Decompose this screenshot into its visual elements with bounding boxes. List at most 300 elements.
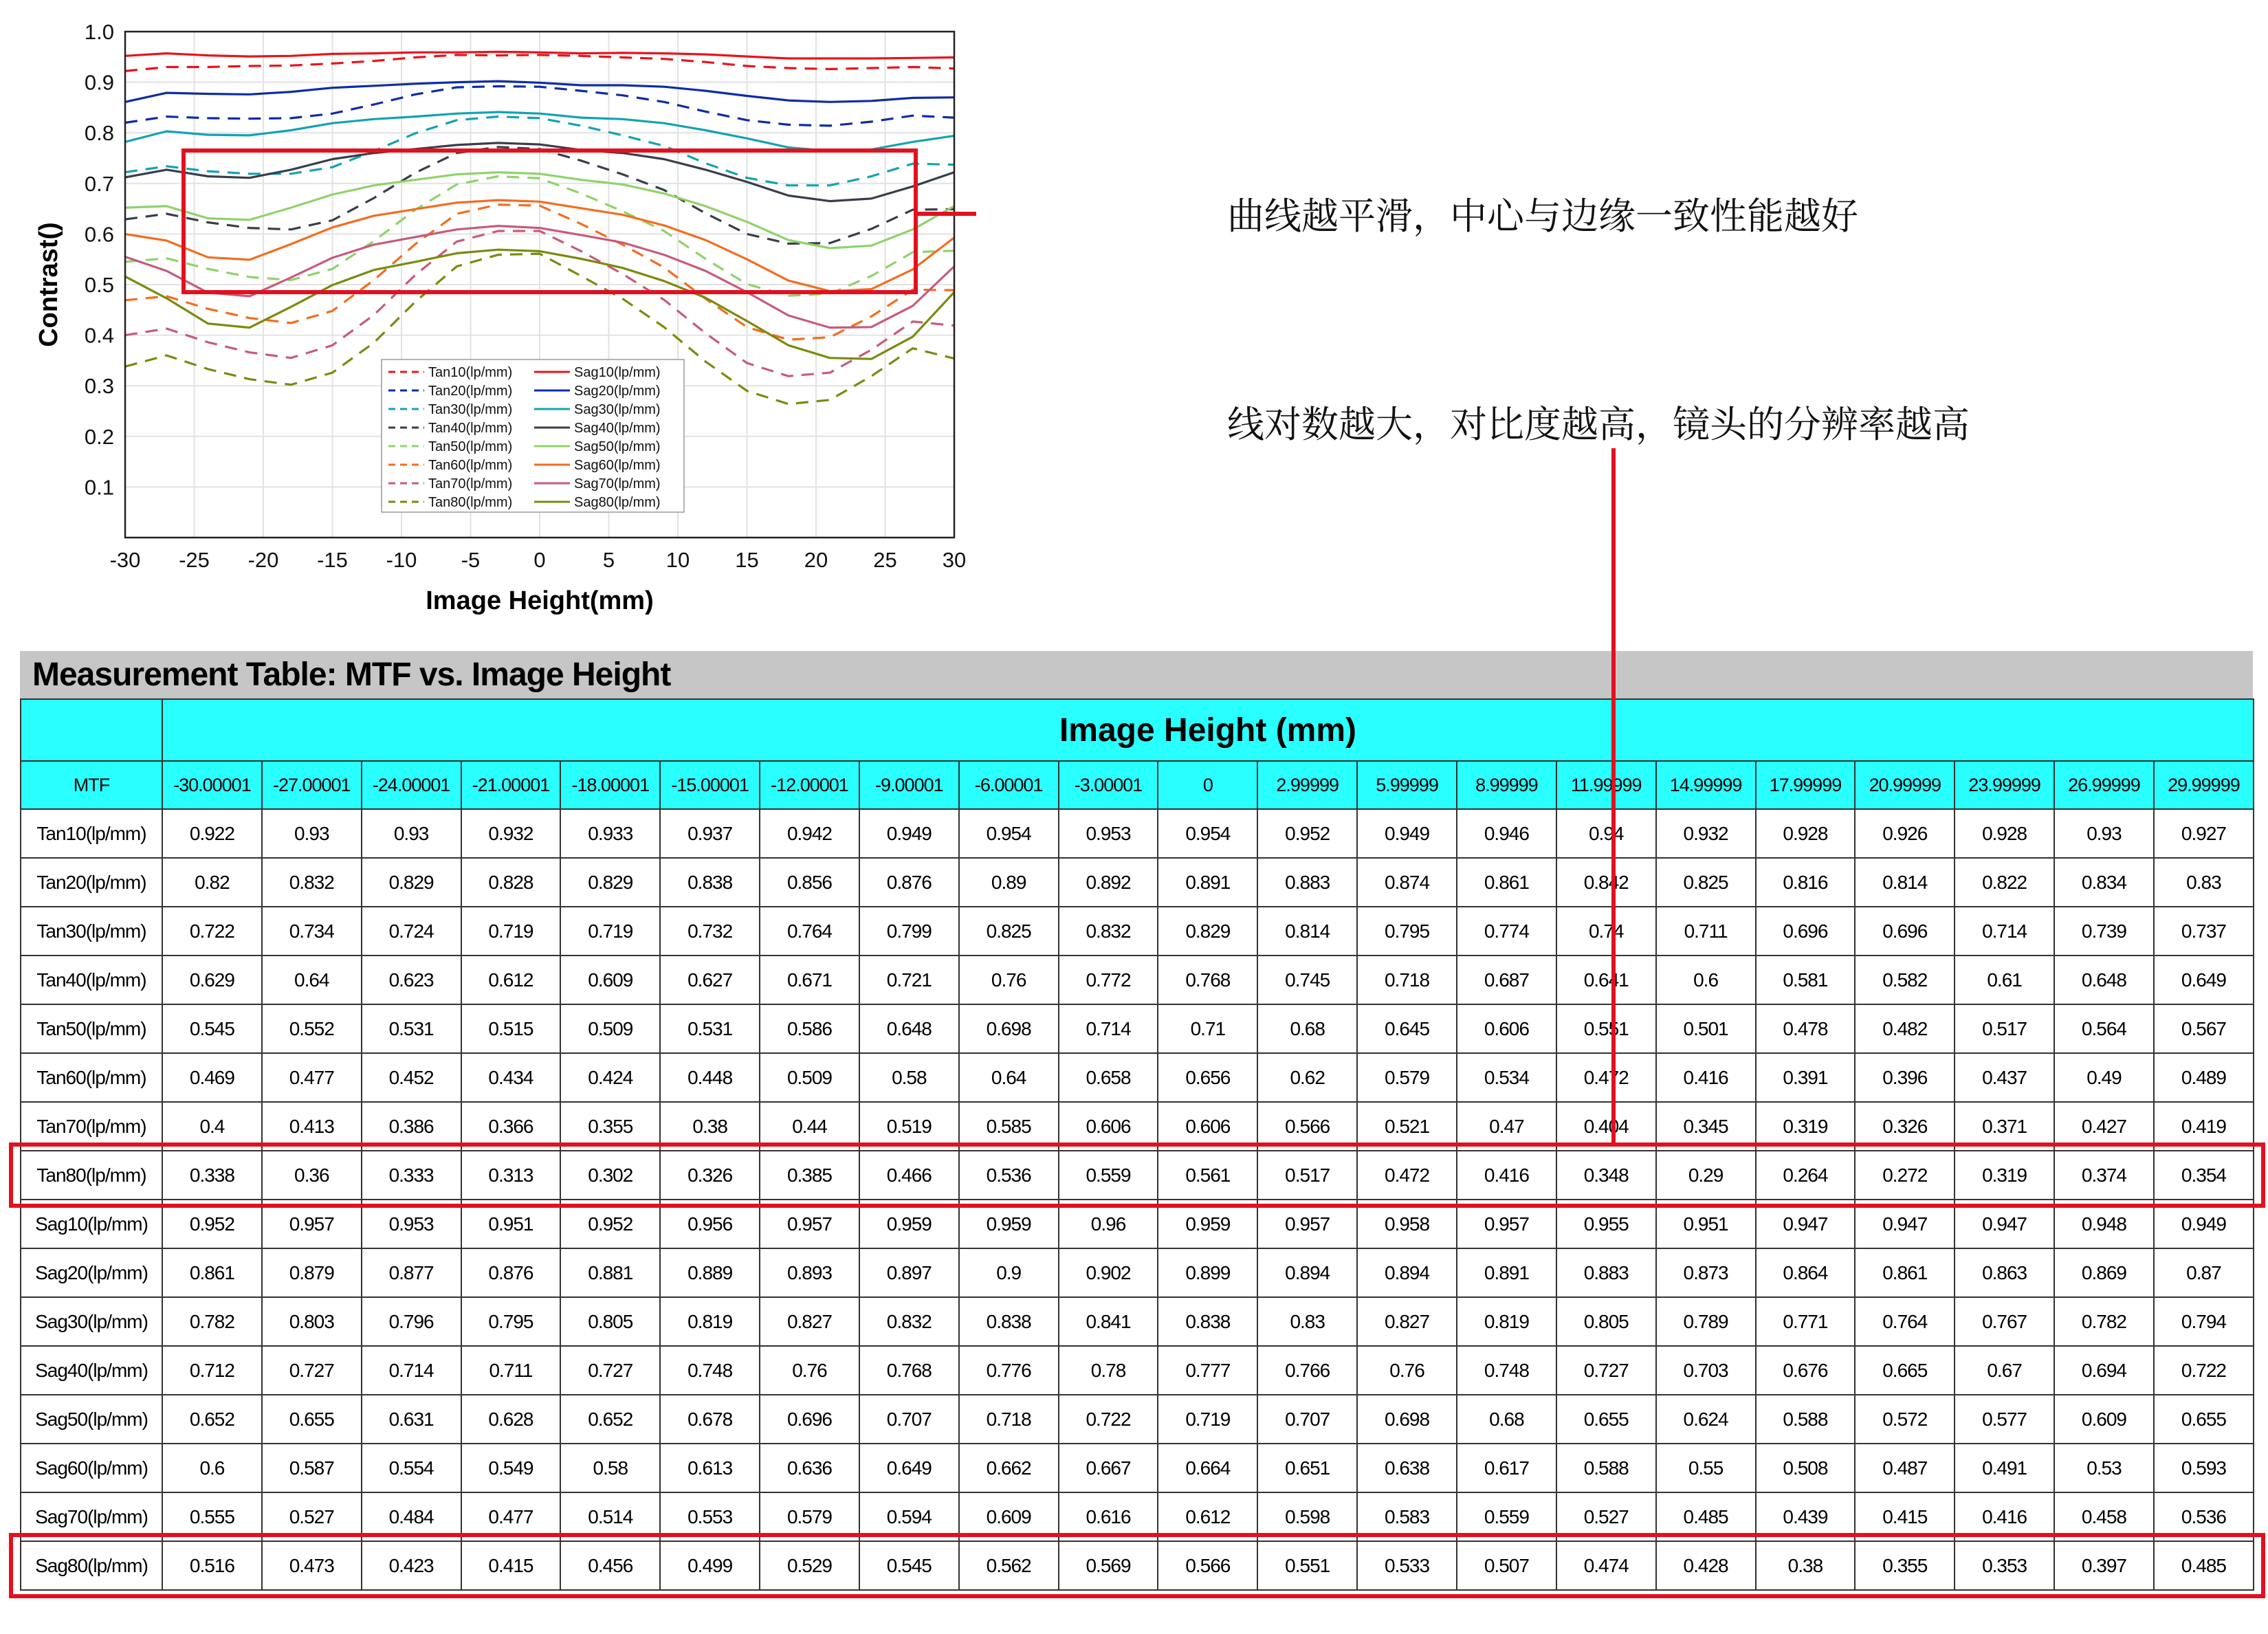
table-cell: 0.767 <box>1955 1297 2054 1346</box>
column-header: -21.00001 <box>461 761 561 809</box>
table-cell: 0.838 <box>660 858 760 907</box>
table-cell: 0.947 <box>1855 1200 1955 1248</box>
table-cell: 0.718 <box>1357 956 1457 1004</box>
table-cell: 0.782 <box>162 1297 262 1346</box>
table-cell: 0.348 <box>1556 1151 1656 1200</box>
x-axis-label: Image Height(mm) <box>426 586 654 615</box>
table-cell: 0.932 <box>461 809 561 858</box>
table-cell: 0.484 <box>362 1492 461 1541</box>
table-cell: 0.6 <box>162 1444 262 1492</box>
column-header: 0 <box>1158 761 1257 809</box>
table-cell: 0.458 <box>2054 1492 2154 1541</box>
table-cell: 0.816 <box>1756 858 1856 907</box>
y-tick-label: 0.4 <box>84 323 114 348</box>
legend-label: Sag40(lp/mm) <box>574 421 661 436</box>
table-cell: 0.559 <box>1059 1151 1158 1200</box>
table-corner-header: MTF <box>21 761 162 809</box>
table-cell: 0.873 <box>1656 1248 1756 1297</box>
table-cell: 0.6 <box>1656 956 1756 1004</box>
column-header: -6.00001 <box>959 761 1059 809</box>
table-cell: 0.805 <box>1556 1297 1656 1346</box>
table-cell: 0.954 <box>959 809 1059 858</box>
table-cell: 0.469 <box>162 1053 262 1102</box>
table-cell: 0.877 <box>362 1248 461 1297</box>
table-cell: 0.952 <box>560 1200 660 1248</box>
table-cell: 0.551 <box>1257 1541 1357 1590</box>
legend-label: Tan40(lp/mm) <box>428 421 513 436</box>
table-cell: 0.957 <box>1257 1200 1357 1248</box>
table-cell: 0.796 <box>362 1297 461 1346</box>
table-cell: 0.302 <box>560 1151 660 1200</box>
table-cell: 0.956 <box>660 1200 760 1248</box>
mtf-chart <box>0 0 976 646</box>
x-tick-label: 15 <box>735 548 759 572</box>
table-cell: 0.727 <box>560 1346 660 1395</box>
table-cell: 0.68 <box>1257 1004 1357 1053</box>
table-cell: 0.952 <box>162 1200 262 1248</box>
table-cell: 0.474 <box>1556 1541 1656 1590</box>
table-cell: 0.947 <box>1756 1200 1856 1248</box>
table-cell: 0.664 <box>1158 1444 1257 1492</box>
table-cell: 0.719 <box>461 907 561 956</box>
table-cell: 0.714 <box>1059 1004 1158 1053</box>
table-cell: 0.712 <box>162 1346 262 1395</box>
table-cell: 0.472 <box>1357 1151 1457 1200</box>
table-cell: 0.889 <box>660 1248 760 1297</box>
legend-label: Tan30(lp/mm) <box>428 402 513 417</box>
table-cell: 0.942 <box>760 809 859 858</box>
table-cell: 0.582 <box>1855 956 1955 1004</box>
table-cell: 0.628 <box>461 1395 561 1444</box>
table-cell: 0.648 <box>859 1004 959 1053</box>
table-cell: 0.579 <box>760 1492 859 1541</box>
table-row <box>21 1297 2254 1346</box>
table-cell: 0.566 <box>1257 1102 1357 1151</box>
table-cell: 0.416 <box>1955 1492 2054 1541</box>
table-cell: 0.764 <box>1855 1297 1955 1346</box>
table-cell: 0.721 <box>859 956 959 1004</box>
table-group-header: Image Height (mm) <box>162 699 2254 761</box>
table-cell: 0.799 <box>859 907 959 956</box>
table-cell: 0.598 <box>1257 1492 1357 1541</box>
row-label: Sag10(lp/mm) <box>21 1200 162 1248</box>
table-cell: 0.892 <box>1059 858 1158 907</box>
table-cell: 0.933 <box>560 809 660 858</box>
table-cell: 0.869 <box>2054 1248 2154 1297</box>
table-cell: 0.777 <box>1158 1346 1257 1395</box>
table-cell: 0.648 <box>2054 956 2154 1004</box>
annotation-note-resolution: 线对数越大，对比度越高，镜头的分辨率越高 <box>1227 403 1970 446</box>
table-cell: 0.62 <box>1257 1053 1357 1102</box>
table-cell: 0.609 <box>2054 1395 2154 1444</box>
table-cell: 0.928 <box>1756 809 1856 858</box>
table-cell: 0.529 <box>760 1541 859 1590</box>
table-cell: 0.478 <box>1756 1004 1856 1053</box>
legend <box>382 360 684 512</box>
table-cell: 0.928 <box>1955 809 2054 858</box>
table-cell: 0.517 <box>1257 1151 1357 1200</box>
y-tick-label: 1.0 <box>84 20 114 44</box>
row-label: Sag40(lp/mm) <box>21 1346 162 1395</box>
table-cell: 0.814 <box>1855 858 1955 907</box>
table-cell: 0.588 <box>1756 1395 1856 1444</box>
table-cell: 0.658 <box>1059 1053 1158 1102</box>
table-cell: 0.776 <box>959 1346 1059 1395</box>
column-header: 20.99999 <box>1855 761 1955 809</box>
table-cell: 0.38 <box>660 1102 760 1151</box>
table-cell: 0.487 <box>1855 1444 1955 1492</box>
column-header: -24.00001 <box>362 761 461 809</box>
x-tick-label: 30 <box>942 548 967 572</box>
table-corner-blank <box>21 699 162 761</box>
table-cell: 0.76 <box>959 956 1059 1004</box>
table-cell: 0.698 <box>959 1004 1059 1053</box>
table-cell: 0.583 <box>1357 1492 1457 1541</box>
table-cell: 0.893 <box>760 1248 859 1297</box>
table-cell: 0.655 <box>1556 1395 1656 1444</box>
table-cell: 0.371 <box>1955 1102 2054 1151</box>
table-cell: 0.732 <box>660 907 760 956</box>
table-row <box>21 1102 2254 1151</box>
legend-label: Sag50(lp/mm) <box>574 439 661 454</box>
table-cell: 0.579 <box>1357 1053 1457 1102</box>
table-cell: 0.404 <box>1556 1102 1656 1151</box>
table-cell: 0.636 <box>760 1444 859 1492</box>
table-cell: 0.727 <box>262 1346 362 1395</box>
table-cell: 0.47 <box>1457 1102 1556 1151</box>
table-cell: 0.89 <box>959 858 1059 907</box>
table-cell: 0.345 <box>1656 1102 1756 1151</box>
table-cell: 0.606 <box>1158 1102 1257 1151</box>
table-cell: 0.952 <box>1257 809 1357 858</box>
table-cell: 0.564 <box>2054 1004 2154 1053</box>
table-row <box>21 1541 2254 1590</box>
table-cell: 0.748 <box>1457 1346 1556 1395</box>
table-cell: 0.413 <box>262 1102 362 1151</box>
table-cell: 0.477 <box>262 1053 362 1102</box>
column-header: 29.99999 <box>2154 761 2254 809</box>
legend-label: Sag80(lp/mm) <box>574 495 661 510</box>
table-cell: 0.427 <box>2054 1102 2154 1151</box>
table-cell: 0.456 <box>560 1541 660 1590</box>
table-cell: 0.838 <box>1158 1297 1257 1346</box>
table-cell: 0.553 <box>660 1492 760 1541</box>
table-cell: 0.577 <box>1955 1395 2054 1444</box>
table-cell: 0.834 <box>2054 858 2154 907</box>
table-cell: 0.864 <box>1756 1248 1856 1297</box>
table-cell: 0.448 <box>660 1053 760 1102</box>
table-cell: 0.739 <box>2054 907 2154 956</box>
table-cell: 0.415 <box>1855 1492 1955 1541</box>
legend-label: Tan10(lp/mm) <box>428 365 513 380</box>
table-cell: 0.949 <box>859 809 959 858</box>
table-cell: 0.711 <box>1656 907 1756 956</box>
y-tick-label: 0.7 <box>84 171 114 196</box>
table-cell: 0.415 <box>461 1541 561 1590</box>
table-row <box>21 1053 2254 1102</box>
column-header: -15.00001 <box>660 761 760 809</box>
table-cell: 0.624 <box>1656 1395 1756 1444</box>
table-cell: 0.745 <box>1257 956 1357 1004</box>
table-cell: 0.385 <box>760 1151 859 1200</box>
table-cell: 0.93 <box>362 809 461 858</box>
table-cell: 0.899 <box>1158 1248 1257 1297</box>
table-cell: 0.527 <box>262 1492 362 1541</box>
table-cell: 0.466 <box>859 1151 959 1200</box>
table-cell: 0.946 <box>1457 809 1556 858</box>
table-cell: 0.832 <box>1059 907 1158 956</box>
row-label: Tan40(lp/mm) <box>21 956 162 1004</box>
table-cell: 0.951 <box>1656 1200 1756 1248</box>
table-cell: 0.508 <box>1756 1444 1856 1492</box>
table-cell: 0.612 <box>461 956 561 1004</box>
table-cell: 0.594 <box>859 1492 959 1541</box>
table-cell: 0.555 <box>162 1492 262 1541</box>
table-cell: 0.586 <box>760 1004 859 1053</box>
x-tick-label: -5 <box>461 548 481 572</box>
table-cell: 0.714 <box>1955 907 2054 956</box>
table-cell: 0.572 <box>1855 1395 1955 1444</box>
legend-label: Tan50(lp/mm) <box>428 439 513 454</box>
table-cell: 0.829 <box>362 858 461 907</box>
table-cell: 0.559 <box>1457 1492 1556 1541</box>
table-row <box>21 1248 2254 1297</box>
table-cell: 0.64 <box>959 1053 1059 1102</box>
table-cell: 0.527 <box>1556 1492 1656 1541</box>
table-cell: 0.439 <box>1756 1492 1856 1541</box>
table-cell: 0.829 <box>560 858 660 907</box>
table-cell: 0.531 <box>660 1004 760 1053</box>
table-cell: 0.355 <box>1855 1541 1955 1590</box>
table-cell: 0.82 <box>162 858 262 907</box>
table-row <box>21 1395 2254 1444</box>
column-header: -27.00001 <box>262 761 362 809</box>
table-cell: 0.652 <box>560 1395 660 1444</box>
table-cell: 0.794 <box>2154 1297 2254 1346</box>
table-cell: 0.64 <box>262 956 362 1004</box>
legend-label: Sag70(lp/mm) <box>574 476 661 492</box>
table-cell: 0.645 <box>1357 1004 1457 1053</box>
row-label: Tan70(lp/mm) <box>21 1102 162 1151</box>
table-cell: 0.655 <box>262 1395 362 1444</box>
table-cell: 0.724 <box>362 907 461 956</box>
table-cell: 0.861 <box>162 1248 262 1297</box>
table-cell: 0.554 <box>362 1444 461 1492</box>
row-label: Sag30(lp/mm) <box>21 1297 162 1346</box>
table-cell: 0.842 <box>1556 858 1656 907</box>
column-header: -30.00001 <box>162 761 262 809</box>
table-cell: 0.902 <box>1059 1248 1158 1297</box>
mtf-table <box>20 698 2254 1591</box>
legend-label: Tan20(lp/mm) <box>428 384 513 399</box>
table-cell: 0.551 <box>1556 1004 1656 1053</box>
table-cell: 0.638 <box>1357 1444 1457 1492</box>
column-header: 26.99999 <box>2054 761 2154 809</box>
table-cell: 0.937 <box>660 809 760 858</box>
row-label: Tan10(lp/mm) <box>21 809 162 858</box>
table-cell: 0.678 <box>660 1395 760 1444</box>
row-label: Tan60(lp/mm) <box>21 1053 162 1102</box>
table-cell: 0.355 <box>560 1102 660 1151</box>
table-cell: 0.396 <box>1855 1053 1955 1102</box>
table-cell: 0.927 <box>2154 809 2254 858</box>
table-cell: 0.549 <box>461 1444 561 1492</box>
table-cell: 0.536 <box>959 1151 1059 1200</box>
table-cell: 0.313 <box>461 1151 561 1200</box>
table-cell: 0.737 <box>2154 907 2254 956</box>
legend-label: Sag20(lp/mm) <box>574 384 661 399</box>
column-header: 17.99999 <box>1756 761 1856 809</box>
table-cell: 0.949 <box>2154 1200 2254 1248</box>
table-cell: 0.94 <box>1556 809 1656 858</box>
table-cell: 0.434 <box>461 1053 561 1102</box>
table-row <box>21 1151 2254 1200</box>
table-cell: 0.722 <box>2154 1346 2254 1395</box>
table-cell: 0.863 <box>1955 1248 2054 1297</box>
table-row <box>21 907 2254 956</box>
table-cell: 0.517 <box>1955 1004 2054 1053</box>
table-cell: 0.881 <box>560 1248 660 1297</box>
table-cell: 0.819 <box>660 1297 760 1346</box>
x-tick-label: 20 <box>804 548 828 572</box>
table-cell: 0.959 <box>959 1200 1059 1248</box>
table-cell: 0.424 <box>560 1053 660 1102</box>
table-cell: 0.353 <box>1955 1541 2054 1590</box>
y-tick-label: 0.6 <box>84 222 114 247</box>
table-cell: 0.827 <box>760 1297 859 1346</box>
y-axis-label: Contrast() <box>34 222 63 347</box>
table-cell: 0.531 <box>362 1004 461 1053</box>
table-cell: 0.514 <box>560 1492 660 1541</box>
column-header: 11.99999 <box>1556 761 1656 809</box>
table-cell: 0.428 <box>1656 1541 1756 1590</box>
table-cell: 0.652 <box>162 1395 262 1444</box>
table-cell: 0.58 <box>859 1053 959 1102</box>
column-header: -18.00001 <box>560 761 660 809</box>
table-cell: 0.662 <box>959 1444 1059 1492</box>
table-cell: 0.876 <box>859 858 959 907</box>
table-cell: 0.711 <box>461 1346 561 1395</box>
table-cell: 0.569 <box>1059 1541 1158 1590</box>
table-cell: 0.374 <box>2054 1151 2154 1200</box>
table-cell: 0.44 <box>760 1102 859 1151</box>
table-cell: 0.612 <box>1158 1492 1257 1541</box>
table-cell: 0.832 <box>859 1297 959 1346</box>
table-cell: 0.609 <box>959 1492 1059 1541</box>
table-cell: 0.587 <box>262 1444 362 1492</box>
table-cell: 0.536 <box>2154 1492 2254 1541</box>
table-cell: 0.667 <box>1059 1444 1158 1492</box>
table-cell: 0.825 <box>1656 858 1756 907</box>
table-cell: 0.87 <box>2154 1248 2254 1297</box>
legend-label: Sag60(lp/mm) <box>574 458 661 473</box>
table-cell: 0.491 <box>1955 1444 2054 1492</box>
table-row <box>21 956 2254 1004</box>
table-cell: 0.838 <box>959 1297 1059 1346</box>
table-cell: 0.805 <box>560 1297 660 1346</box>
table-cell: 0.588 <box>1556 1444 1656 1492</box>
table-cell: 0.795 <box>1357 907 1457 956</box>
table-cell: 0.616 <box>1059 1492 1158 1541</box>
table-cell: 0.509 <box>560 1004 660 1053</box>
table-cell: 0.671 <box>760 956 859 1004</box>
table-cell: 0.67 <box>1955 1346 2054 1395</box>
table-cell: 0.521 <box>1357 1102 1457 1151</box>
table-cell: 0.71 <box>1158 1004 1257 1053</box>
table-cell: 0.354 <box>2154 1151 2254 1200</box>
table-cell: 0.515 <box>461 1004 561 1053</box>
table-cell: 0.567 <box>2154 1004 2254 1053</box>
table-cell: 0.698 <box>1357 1395 1457 1444</box>
table-cell: 0.814 <box>1257 907 1357 956</box>
table-cell: 0.789 <box>1656 1297 1756 1346</box>
table-cell: 0.96 <box>1059 1200 1158 1248</box>
table-cell: 0.894 <box>1257 1248 1357 1297</box>
table-cell: 0.957 <box>760 1200 859 1248</box>
table-cell: 0.827 <box>1357 1297 1457 1346</box>
table-cell: 0.954 <box>1158 809 1257 858</box>
table-cell: 0.581 <box>1756 956 1856 1004</box>
table-cell: 0.861 <box>1457 858 1556 907</box>
table-cell: 0.74 <box>1556 907 1656 956</box>
table-cell: 0.819 <box>1457 1297 1556 1346</box>
table-cell: 0.748 <box>660 1346 760 1395</box>
column-header: 8.99999 <box>1457 761 1556 809</box>
table-cell: 0.68 <box>1457 1395 1556 1444</box>
table-cell: 0.516 <box>162 1541 262 1590</box>
table-cell: 0.366 <box>461 1102 561 1151</box>
table-cell: 0.533 <box>1357 1541 1457 1590</box>
table-cell: 0.482 <box>1855 1004 1955 1053</box>
table-cell: 0.897 <box>859 1248 959 1297</box>
table-cell: 0.707 <box>859 1395 959 1444</box>
table-cell: 0.774 <box>1457 907 1556 956</box>
table-cell: 0.473 <box>262 1541 362 1590</box>
x-tick-label: -30 <box>109 548 141 572</box>
table-cell: 0.566 <box>1158 1541 1257 1590</box>
table-cell: 0.696 <box>1756 907 1856 956</box>
table-cell: 0.485 <box>2154 1541 2254 1590</box>
table-cell: 0.883 <box>1257 858 1357 907</box>
table-cell: 0.771 <box>1756 1297 1856 1346</box>
x-tick-label: 10 <box>665 548 690 572</box>
table-cell: 0.93 <box>262 809 362 858</box>
table-cell: 0.58 <box>560 1444 660 1492</box>
row-label: Sag70(lp/mm) <box>21 1492 162 1541</box>
table-cell: 0.76 <box>1357 1346 1457 1395</box>
table-cell: 0.825 <box>959 907 1059 956</box>
legend-label: Sag10(lp/mm) <box>574 365 661 380</box>
table-cell: 0.83 <box>1257 1297 1357 1346</box>
x-tick-label: -25 <box>179 548 210 572</box>
table-cell: 0.656 <box>1158 1053 1257 1102</box>
table-cell: 0.623 <box>362 956 461 1004</box>
table-cell: 0.841 <box>1059 1297 1158 1346</box>
table-cell: 0.696 <box>1855 907 1955 956</box>
x-tick-label: -15 <box>317 548 348 572</box>
table-cell: 0.891 <box>1457 1248 1556 1297</box>
table-cell: 0.829 <box>1158 907 1257 956</box>
table-cell: 0.722 <box>1059 1395 1158 1444</box>
table-cell: 0.419 <box>2154 1102 2254 1151</box>
table-cell: 0.719 <box>560 907 660 956</box>
table-cell: 0.501 <box>1656 1004 1756 1053</box>
table-cell: 0.593 <box>2154 1444 2254 1492</box>
table-row <box>21 1004 2254 1053</box>
x-tick-label: 25 <box>873 548 897 572</box>
measurement-table-section <box>20 651 2253 1591</box>
table-cell: 0.718 <box>959 1395 1059 1444</box>
